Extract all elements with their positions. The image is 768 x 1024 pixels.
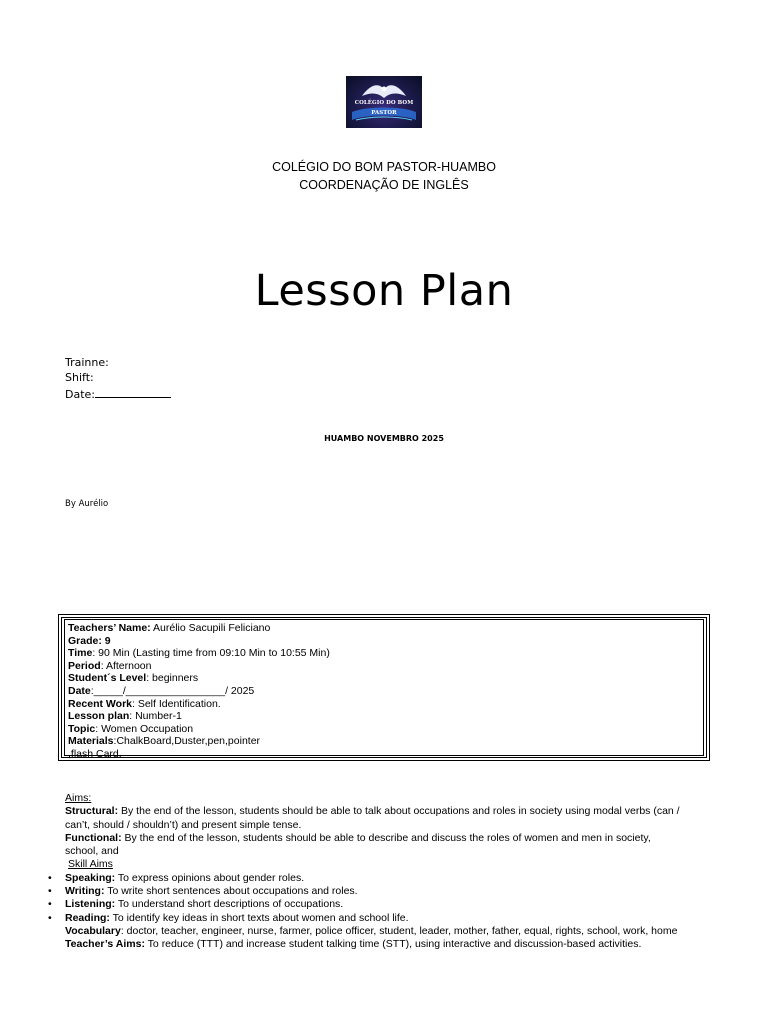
materials-label: Materials [68,735,114,748]
reading-aim [65,912,685,925]
level-row [68,672,700,685]
speaking-text: To express opinions about gender roles. [115,871,305,884]
listening-label: Listening: [65,898,116,911]
aims-heading: Aims: [65,792,92,804]
listening-text: To understand short descriptions of occupations. [115,898,344,911]
period-row [68,660,700,673]
time-row [68,647,700,660]
level-value: : beginners [146,672,199,685]
trainee-label: Trainne: [65,356,109,369]
date-field [65,387,171,401]
period-label: Period [68,659,101,672]
functional-text: By the end of the lesson, students should be able to describe and discuss the roles of women and men in society, school, and [65,831,651,858]
structural-text: By the end of the lesson, students should be able to talk about occupations and roles in society using modal verbs (can / can’t, should / shouldn’t) and present simple tense. [65,805,680,831]
grade-row [68,635,700,648]
date-blank-line [95,387,171,398]
lesson-plan-label: Lesson plan [68,710,130,723]
writing-aim [65,885,685,898]
teacher-aim [65,938,685,951]
place-date: HUAMBO NOVEMBRO 2025 [324,434,444,443]
skill-aims-heading-row [65,858,685,871]
speaking-aim [65,872,685,885]
lesson-info-content [64,619,704,760]
period-value: : Afternoon [100,659,152,672]
logo-text: COLÉGIO DO BOM PASTOR [354,100,414,116]
grade-label: Grade: 9 [68,634,111,647]
topic-row [68,723,700,736]
structural-aim [65,805,685,832]
listening-aim [65,898,685,911]
speaking-label: Speaking: [65,871,116,884]
level-label: Student´s Level [68,672,147,685]
recent-work-label: Recent Work [68,697,132,710]
functional-aim [65,832,685,859]
author: By Aurélio [65,499,109,509]
teacher-label: Teachers’ Name: [68,622,151,634]
page-title: Lesson Plan [254,266,514,316]
materials-continued: ,flash Card. [68,747,122,760]
materials-value: :ChalkBoard,Duster,pen,pointer [113,735,261,748]
teacher-row [68,622,700,635]
reading-label: Reading: [65,911,110,924]
time-label: Time [68,647,93,660]
functional-label: Functional: [65,831,122,844]
shift-label: Shift: [65,371,94,384]
teacher-aims-label: Teacher’s Aims: [65,938,145,951]
skill-aims-heading: Skill Aims [68,858,113,871]
topic-label: Topic [68,722,96,735]
lesson-plan-value: : Number-1 [129,710,182,723]
reading-text: To identify key ideas in short texts about women and school life. [109,911,409,924]
info-date-label: Date [68,684,91,697]
date-row [68,685,700,698]
school-name: COLÉGIO DO BOM PASTOR-HUAMBO [272,160,496,174]
lesson-info-box [58,614,710,761]
materials-row [68,735,700,748]
vocabulary-text: : doctor, teacher, engineer, nurse, farmer, police officer, student, leader, mother, father, equal, rights, school, work, home [120,924,678,937]
school-logo [346,76,422,128]
writing-text: To write short sentences about occupations and roles. [104,885,358,898]
structural-label: Structural: [65,805,119,818]
topic-value: : Women Occupation [95,722,194,735]
teacher-aims-text: To reduce (TTT) and increase student talking time (STT), using interactive and discussion-based activities. [144,938,642,951]
recent-work-row [68,698,700,711]
vocabulary-label: Vocabulary [65,924,121,937]
vocabulary-aim [65,925,685,938]
info-date-value: :_____/_________________/ 2025 [90,684,255,697]
department-name: COORDENAÇÃO DE INGLÊS [299,178,469,192]
teacher-value: Aurélio Sacupili Feliciano [150,622,271,634]
date-label: Date: [65,388,95,401]
writing-label: Writing: [65,885,105,898]
aims-section [65,792,685,952]
time-value: : 90 Min (Lasting time from 09:10 Min to 10:55 Min) [92,647,330,660]
recent-work-value: : Self Identification. [132,697,221,710]
lesson-plan-row [68,710,700,723]
